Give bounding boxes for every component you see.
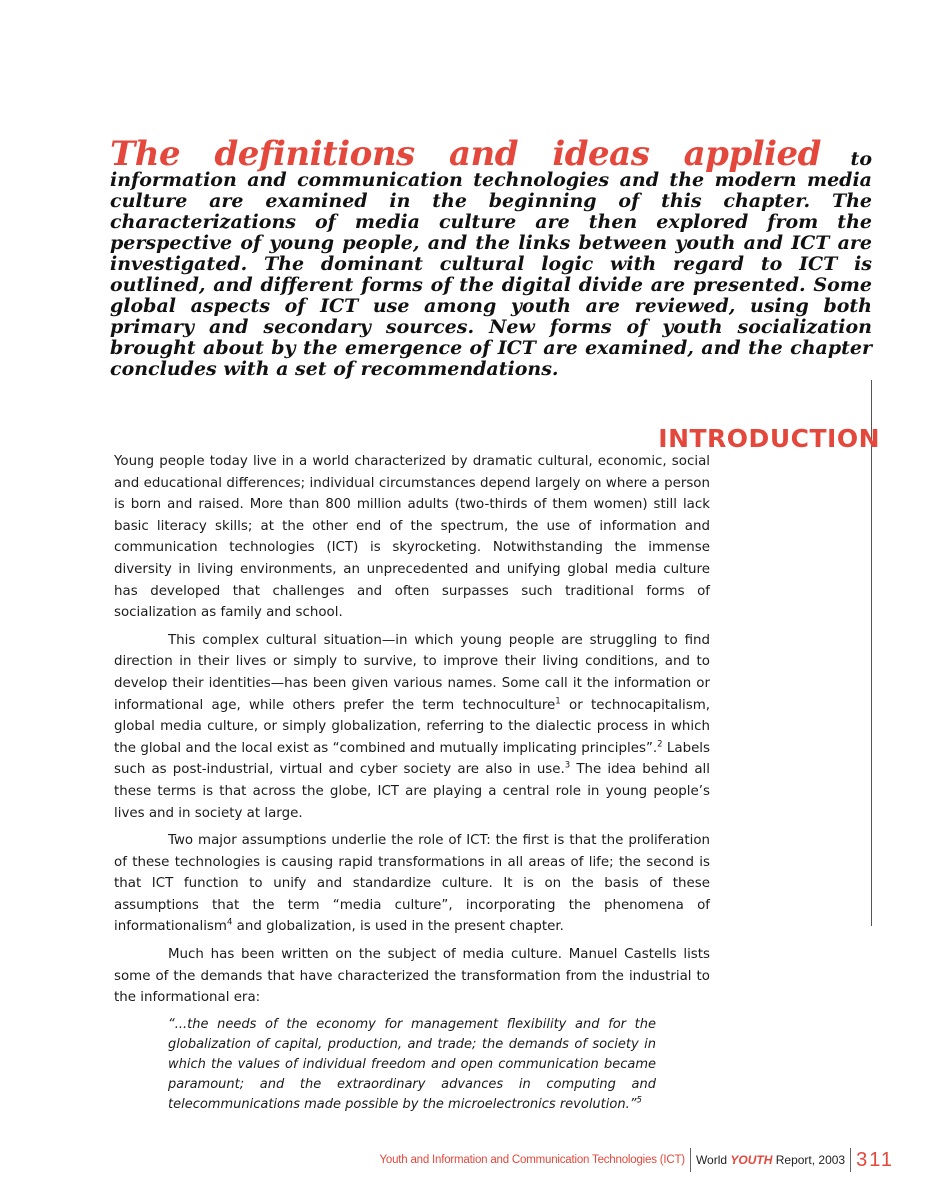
paragraph-1: Young people today live in a world characterized by dramatic cultural, economic, social and educational differences; individual circumstances depend largely on where a person is born and raised. More than 800 million adults (two-thirds of them women) still lack basic literacy skills; at the other end of the spectrum, the use of information and communication technologies (ICT) is skyrocketing. Notwithstanding the immense diversity in living environments, an unprecedented and unifying global media culture has developed that challenges and often surpasses such traditional forms of socialization as family and school.	[114, 454, 710, 621]
footer-chapter-title: Youth and Information and Communication Technologies (ICT)	[379, 1154, 685, 1166]
chapter-abstract	[110, 134, 872, 380]
footnote-ref-2: 2	[657, 739, 663, 750]
abstract-text: to information and communication technologies and the modern media culture are examined in the beginning of this chapter. The characterizations of media culture are then explored from the perspective of young people, and the links between youth and ICT are investigated. The dominant cultural logic with regard to ICT is outlined, and different forms of the digital divide are presented. Some global aspects of ICT use among youth are reviewed, using both primary and secondary sources. New forms of youth socialization brought about by the emergence of ICT are examined, and the chapter concludes with a set of recommendations.	[110, 148, 872, 380]
block-quote: “...the needs of the economy for management flexibility and for the globalization of capital, production, and trade; the demands of society in which the values of individual freedom and open communication became paramount; and the extraordinary advances in computing and telecommunications made possible by the microelectronics revolution.”$^5$	[168, 1017, 656, 1112]
page-footer	[379, 1147, 894, 1173]
footnote-ref-5: 5	[636, 1095, 642, 1106]
footer-divider	[690, 1148, 691, 1172]
body-text	[114, 451, 710, 1015]
abstract-lead-phrase: The definitions and ideas applied	[110, 134, 821, 174]
footer-divider	[850, 1148, 851, 1172]
paragraph-3: Two major assumptions underlie the role of ICT: the first is that the proliferation of these technologies is causing rapid transformations in all areas of life; the second is that ICT function to unify and standardize culture. It is on the basis of these assumptions that the term “media culture”, incorporating the phenomena of informationalism$^4$ and globalization, is used in the present chapter.	[114, 833, 710, 935]
footnote-ref-3: 3	[564, 760, 571, 771]
margin-rule	[871, 380, 872, 926]
footnote-ref-4: 4	[226, 918, 233, 928]
page-number: 311	[856, 1148, 894, 1171]
paragraph-4: Much has been written on the subject of media culture. Manuel Castells lists some of the demands that have characterized the transformation from the industrial to the informational era:	[114, 947, 710, 1006]
paragraph-2: This complex cultural situation—in which young people are struggling to find direction in their lives or simply to survive, to improve their living conditions, and to develop their identities—has been given various names. Some call it the information or informational age, while others prefer the term technoculture$^1$ or technocapitalism, global media culture, or simply globalization, referring to the dialectic process in which the global and the local exist as “combined and mutually implicating principles”.$^2$ Labels such as post-industrial, virtual and cyber society are also in use.$^3$ The idea behind all these terms is that across the globe, ICT are playing a central role in young people’s lives and in society at large.	[114, 632, 711, 821]
section-heading: INTRODUCTION	[658, 424, 880, 453]
footnote-ref-1: 1	[555, 696, 561, 707]
footer-publication: World YOUTH Report, 2003	[695, 1153, 846, 1167]
